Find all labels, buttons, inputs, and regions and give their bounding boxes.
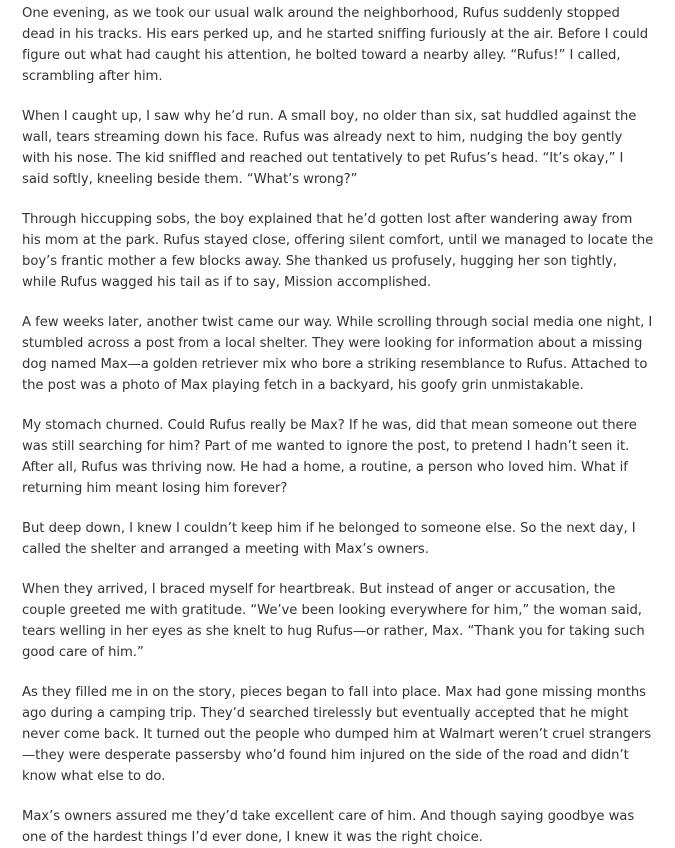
story-paragraph-2: When I caught up, I saw why he’d run. A small boy, no older than six, sat huddled against the wall, tears streaming down his face. Rufus was already next to him, nudging the boy gently with his nose. The kid sniffled and reached out tentatively to pet Rufus’s head. “It’s okay,” I said softly, kneeling beside them. “What’s wrong?” bbox=[22, 109, 637, 187]
story-paragraph-5: My stomach churned. Could Rufus really be Max? If he was, did that mean someone out there was still searching for him? Part of me wanted to ignore the post, to pretend I hadn’t seen it. After all, Rufus was thriving now. He had a home, a routine, a person who loved him. What if returning him meant losing him forever? bbox=[22, 418, 637, 496]
story-paragraph-6: But deep down, I knew I couldn’t keep him if he belonged to someone else. So the next day, I called the shelter and arranged a meeting with Max’s owners. bbox=[22, 521, 636, 557]
story-paragraph-7: When they arrived, I braced myself for heartbreak. But instead of anger or accusation, the couple greeted me with gratitude. “We’ve been looking everywhere for him,” the woman said, tears welling in her eyes as she knelt to hug Rufus—or rather, Max. “Thank you for taking such good care of him.” bbox=[22, 582, 645, 660]
story-paragraph-8: As they filled me in on the story, pieces began to fall into place. Max had gone missing months ago during a camping trip. They’d searched tirelessly but eventually accepted that he might never come back. It turned out the people who dumped him at Walmart weren’t cruel strangers—they were desperate passersby who’d found him injured on the side of the road and didn’t know what else to do. bbox=[22, 685, 652, 784]
story-paragraph-3: Through hiccupping sobs, the boy explained that he’d gotten lost after wandering away from his mom at the park. Rufus stayed close, offering silent comfort, until we managed to locate the boy’s frantic mother a few blocks away. She thanked us profusely, hugging her son tightly, while Rufus wagged his tail as if to say, Mission accomplished. bbox=[22, 212, 654, 290]
story-paragraph-4: A few weeks later, another twist came our way. While scrolling through social media one night, I stumbled across a post from a local shelter. They were looking for information about a missing dog named Max—a golden retriever mix who bore a striking resemblance to Rufus. Attached to the post was a photo of Max playing fetch in a backyard, his goofy grin unmistakable. bbox=[22, 315, 653, 393]
story-paragraph-9: Max’s owners assured me they’d take excellent care of him. And though saying goodbye was one of the hardest things I’d ever done, I knew it was the right choice. bbox=[22, 809, 635, 845]
story-paragraph-1: One evening, as we took our usual walk around the neighborhood, Rufus suddenly stopped dead in his tracks. His ears perked up, and he started sniffing furiously at the air. Before I could figure out what had caught his attention, he bolted toward a nearby alley. “Rufus!” I called, scrambling after him. bbox=[22, 6, 649, 84]
